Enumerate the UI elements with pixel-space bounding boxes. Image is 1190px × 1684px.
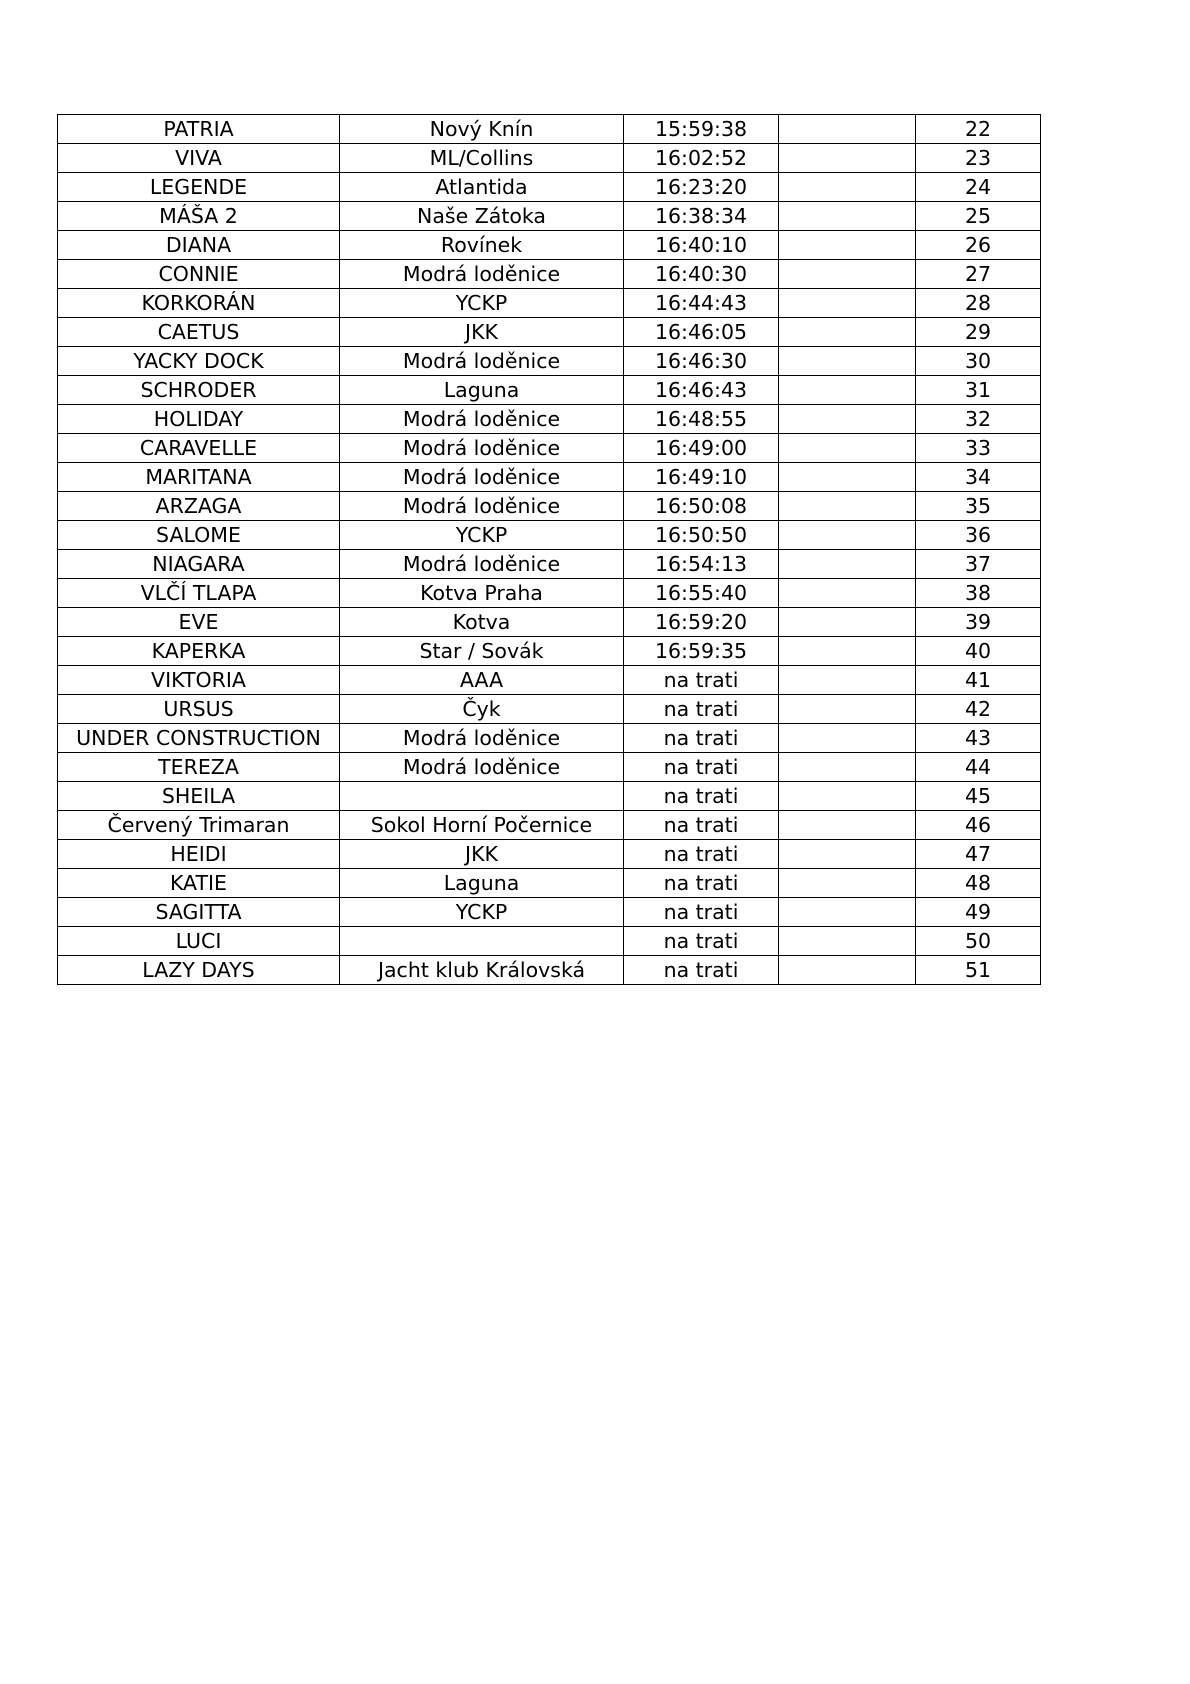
rank-cell: 47: [916, 840, 1041, 869]
table-row: [58, 463, 1041, 492]
results-table-body: [58, 115, 1041, 985]
club-cell: Modrá loděnice: [340, 463, 624, 492]
finish-time-cell: 16:49:00: [624, 434, 779, 463]
table-row: [58, 434, 1041, 463]
boat-name-cell: LUCI: [58, 927, 340, 956]
empty-cell: [779, 579, 916, 608]
table-row: [58, 376, 1041, 405]
table-row: [58, 231, 1041, 260]
club-cell: Kotva: [340, 608, 624, 637]
table-row: [58, 753, 1041, 782]
club-cell: Star / Sovák: [340, 637, 624, 666]
finish-time-cell: 16:46:30: [624, 347, 779, 376]
empty-cell: [779, 782, 916, 811]
empty-cell: [779, 463, 916, 492]
rank-cell: 34: [916, 463, 1041, 492]
rank-cell: 49: [916, 898, 1041, 927]
rank-cell: 45: [916, 782, 1041, 811]
empty-cell: [779, 898, 916, 927]
finish-time-cell: na trati: [624, 869, 779, 898]
finish-time-cell: 16:50:08: [624, 492, 779, 521]
boat-name-cell: VIKTORIA: [58, 666, 340, 695]
finish-time-cell: 16:55:40: [624, 579, 779, 608]
club-cell: Rovínek: [340, 231, 624, 260]
finish-time-cell: 16:38:34: [624, 202, 779, 231]
club-cell: Modrá loděnice: [340, 724, 624, 753]
empty-cell: [779, 550, 916, 579]
club-cell: YCKP: [340, 898, 624, 927]
boat-name-cell: NIAGARA: [58, 550, 340, 579]
rank-cell: 24: [916, 173, 1041, 202]
finish-time-cell: 16:54:13: [624, 550, 779, 579]
rank-cell: 26: [916, 231, 1041, 260]
club-cell: Modrá loděnice: [340, 347, 624, 376]
club-cell: Atlantida: [340, 173, 624, 202]
rank-cell: 48: [916, 869, 1041, 898]
empty-cell: [779, 202, 916, 231]
table-row: [58, 898, 1041, 927]
empty-cell: [779, 115, 916, 144]
club-cell: Laguna: [340, 869, 624, 898]
boat-name-cell: SALOME: [58, 521, 340, 550]
rank-cell: 27: [916, 260, 1041, 289]
boat-name-cell: PATRIA: [58, 115, 340, 144]
club-cell: [340, 927, 624, 956]
table-row: [58, 724, 1041, 753]
rank-cell: 50: [916, 927, 1041, 956]
finish-time-cell: 16:59:20: [624, 608, 779, 637]
table-row: [58, 260, 1041, 289]
boat-name-cell: URSUS: [58, 695, 340, 724]
club-cell: Jacht klub Královská: [340, 956, 624, 985]
table-row: [58, 550, 1041, 579]
finish-time-cell: na trati: [624, 695, 779, 724]
rank-cell: 42: [916, 695, 1041, 724]
boat-name-cell: SAGITTA: [58, 898, 340, 927]
club-cell: Čyk: [340, 695, 624, 724]
boat-name-cell: VLČÍ TLAPA: [58, 579, 340, 608]
table-row: [58, 318, 1041, 347]
boat-name-cell: CAETUS: [58, 318, 340, 347]
empty-cell: [779, 260, 916, 289]
boat-name-cell: LEGENDE: [58, 173, 340, 202]
club-cell: Modrá loděnice: [340, 753, 624, 782]
boat-name-cell: CARAVELLE: [58, 434, 340, 463]
boat-name-cell: YACKY DOCK: [58, 347, 340, 376]
empty-cell: [779, 289, 916, 318]
club-cell: Sokol Horní Počernice: [340, 811, 624, 840]
empty-cell: [779, 956, 916, 985]
rank-cell: 37: [916, 550, 1041, 579]
empty-cell: [779, 608, 916, 637]
rank-cell: 51: [916, 956, 1041, 985]
boat-name-cell: SHEILA: [58, 782, 340, 811]
club-cell: AAA: [340, 666, 624, 695]
rank-cell: 29: [916, 318, 1041, 347]
rank-cell: 31: [916, 376, 1041, 405]
empty-cell: [779, 405, 916, 434]
finish-time-cell: na trati: [624, 927, 779, 956]
finish-time-cell: na trati: [624, 782, 779, 811]
finish-time-cell: 16:02:52: [624, 144, 779, 173]
table-row: [58, 840, 1041, 869]
rank-cell: 22: [916, 115, 1041, 144]
club-cell: JKK: [340, 318, 624, 347]
boat-name-cell: CONNIE: [58, 260, 340, 289]
empty-cell: [779, 347, 916, 376]
club-cell: Naše Zátoka: [340, 202, 624, 231]
club-cell: Modrá loděnice: [340, 434, 624, 463]
rank-cell: 44: [916, 753, 1041, 782]
rank-cell: 38: [916, 579, 1041, 608]
empty-cell: [779, 318, 916, 347]
finish-time-cell: 16:40:10: [624, 231, 779, 260]
table-row: [58, 492, 1041, 521]
boat-name-cell: HEIDI: [58, 840, 340, 869]
boat-name-cell: EVE: [58, 608, 340, 637]
finish-time-cell: 16:59:35: [624, 637, 779, 666]
club-cell: Laguna: [340, 376, 624, 405]
empty-cell: [779, 869, 916, 898]
rank-cell: 30: [916, 347, 1041, 376]
finish-time-cell: na trati: [624, 811, 779, 840]
boat-name-cell: MÁŠA 2: [58, 202, 340, 231]
club-cell: [340, 782, 624, 811]
finish-time-cell: 16:46:43: [624, 376, 779, 405]
table-row: [58, 608, 1041, 637]
empty-cell: [779, 231, 916, 260]
boat-name-cell: KORKORÁN: [58, 289, 340, 318]
empty-cell: [779, 434, 916, 463]
boat-name-cell: UNDER CONSTRUCTION: [58, 724, 340, 753]
finish-time-cell: na trati: [624, 956, 779, 985]
boat-name-cell: HOLIDAY: [58, 405, 340, 434]
finish-time-cell: na trati: [624, 840, 779, 869]
finish-time-cell: 16:46:05: [624, 318, 779, 347]
table-row: [58, 521, 1041, 550]
boat-name-cell: DIANA: [58, 231, 340, 260]
rank-cell: 36: [916, 521, 1041, 550]
rank-cell: 33: [916, 434, 1041, 463]
boat-name-cell: KATIE: [58, 869, 340, 898]
results-table: [57, 114, 1041, 985]
club-cell: Nový Knín: [340, 115, 624, 144]
rank-cell: 39: [916, 608, 1041, 637]
finish-time-cell: 16:40:30: [624, 260, 779, 289]
boat-name-cell: KAPERKA: [58, 637, 340, 666]
rank-cell: 32: [916, 405, 1041, 434]
club-cell: YCKP: [340, 521, 624, 550]
rank-cell: 46: [916, 811, 1041, 840]
empty-cell: [779, 695, 916, 724]
table-row: [58, 115, 1041, 144]
table-row: [58, 405, 1041, 434]
empty-cell: [779, 173, 916, 202]
club-cell: Modrá loděnice: [340, 550, 624, 579]
boat-name-cell: SCHRODER: [58, 376, 340, 405]
finish-time-cell: 15:59:38: [624, 115, 779, 144]
club-cell: Modrá loděnice: [340, 260, 624, 289]
table-row: [58, 202, 1041, 231]
finish-time-cell: na trati: [624, 724, 779, 753]
club-cell: JKK: [340, 840, 624, 869]
rank-cell: 40: [916, 637, 1041, 666]
club-cell: Modrá loděnice: [340, 405, 624, 434]
finish-time-cell: na trati: [624, 898, 779, 927]
table-row: [58, 173, 1041, 202]
club-cell: ML/Collins: [340, 144, 624, 173]
table-row: [58, 347, 1041, 376]
finish-time-cell: na trati: [624, 666, 779, 695]
finish-time-cell: 16:50:50: [624, 521, 779, 550]
table-row: [58, 637, 1041, 666]
club-cell: YCKP: [340, 289, 624, 318]
empty-cell: [779, 492, 916, 521]
table-row: [58, 869, 1041, 898]
empty-cell: [779, 376, 916, 405]
table-row: [58, 811, 1041, 840]
empty-cell: [779, 637, 916, 666]
table-row: [58, 782, 1041, 811]
finish-time-cell: 16:49:10: [624, 463, 779, 492]
table-row: [58, 927, 1041, 956]
boat-name-cell: LAZY DAYS: [58, 956, 340, 985]
empty-cell: [779, 811, 916, 840]
boat-name-cell: Červený Trimaran: [58, 811, 340, 840]
table-row: [58, 695, 1041, 724]
empty-cell: [779, 521, 916, 550]
empty-cell: [779, 144, 916, 173]
table-row: [58, 579, 1041, 608]
table-row: [58, 956, 1041, 985]
finish-time-cell: 16:44:43: [624, 289, 779, 318]
empty-cell: [779, 724, 916, 753]
empty-cell: [779, 840, 916, 869]
empty-cell: [779, 753, 916, 782]
empty-cell: [779, 927, 916, 956]
boat-name-cell: MARITANA: [58, 463, 340, 492]
club-cell: Modrá loděnice: [340, 492, 624, 521]
table-row: [58, 666, 1041, 695]
rank-cell: 43: [916, 724, 1041, 753]
boat-name-cell: VIVA: [58, 144, 340, 173]
boat-name-cell: ARZAGA: [58, 492, 340, 521]
rank-cell: 23: [916, 144, 1041, 173]
finish-time-cell: 16:48:55: [624, 405, 779, 434]
rank-cell: 35: [916, 492, 1041, 521]
rank-cell: 25: [916, 202, 1041, 231]
table-row: [58, 144, 1041, 173]
rank-cell: 41: [916, 666, 1041, 695]
rank-cell: 28: [916, 289, 1041, 318]
club-cell: Kotva Praha: [340, 579, 624, 608]
empty-cell: [779, 666, 916, 695]
finish-time-cell: 16:23:20: [624, 173, 779, 202]
boat-name-cell: TEREZA: [58, 753, 340, 782]
finish-time-cell: na trati: [624, 753, 779, 782]
table-row: [58, 289, 1041, 318]
